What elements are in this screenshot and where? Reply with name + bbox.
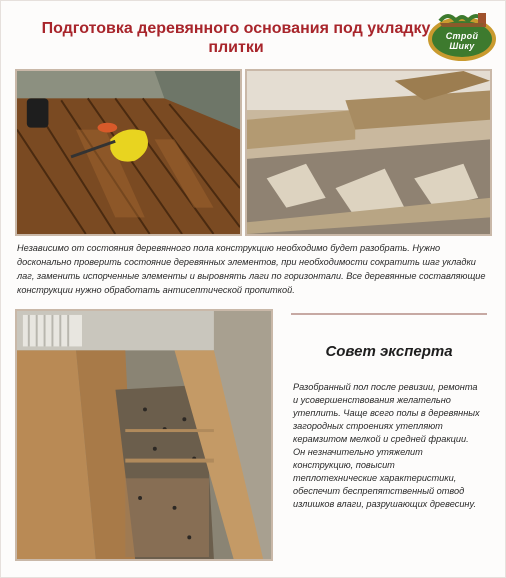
divider-rule (291, 313, 487, 315)
logo (426, 9, 498, 65)
advice-title: Совет эксперта (325, 343, 453, 360)
intro-paragraph: Независимо от состояния деревянного пола конструкцию необходимо будет разобрать. Нужно досконально проверить состояние деревянных элементов, при необходимости сократить шаг укладки лаг, заменить испорченные элементы и выровнять лаги по горизонтали. Все деревянные составляющие конструкции нужно обработать антисептической пропиткой. (17, 243, 486, 295)
photo-dismantled-floor (245, 69, 492, 236)
page-title: Подготовка деревянного основания под укладку плитки (41, 20, 431, 56)
photo-wooden-floor (15, 69, 242, 236)
photo-joists-insulation (15, 309, 273, 561)
advice-text: Разобранный пол после ревизии, ремонта и усовершенствования желательно утеплить. Чаще всего полы в деревянных загородных строениях утепляют керамзитом мелкой и средней фракции. Он незначительно утяжелит конструкцию, повысит теплотехнические характеристики, обеспечит беспрепятственный отвод излишков влаги, разрушающих древесину. (293, 382, 480, 509)
logo-text: Строй Шику (445, 31, 479, 51)
